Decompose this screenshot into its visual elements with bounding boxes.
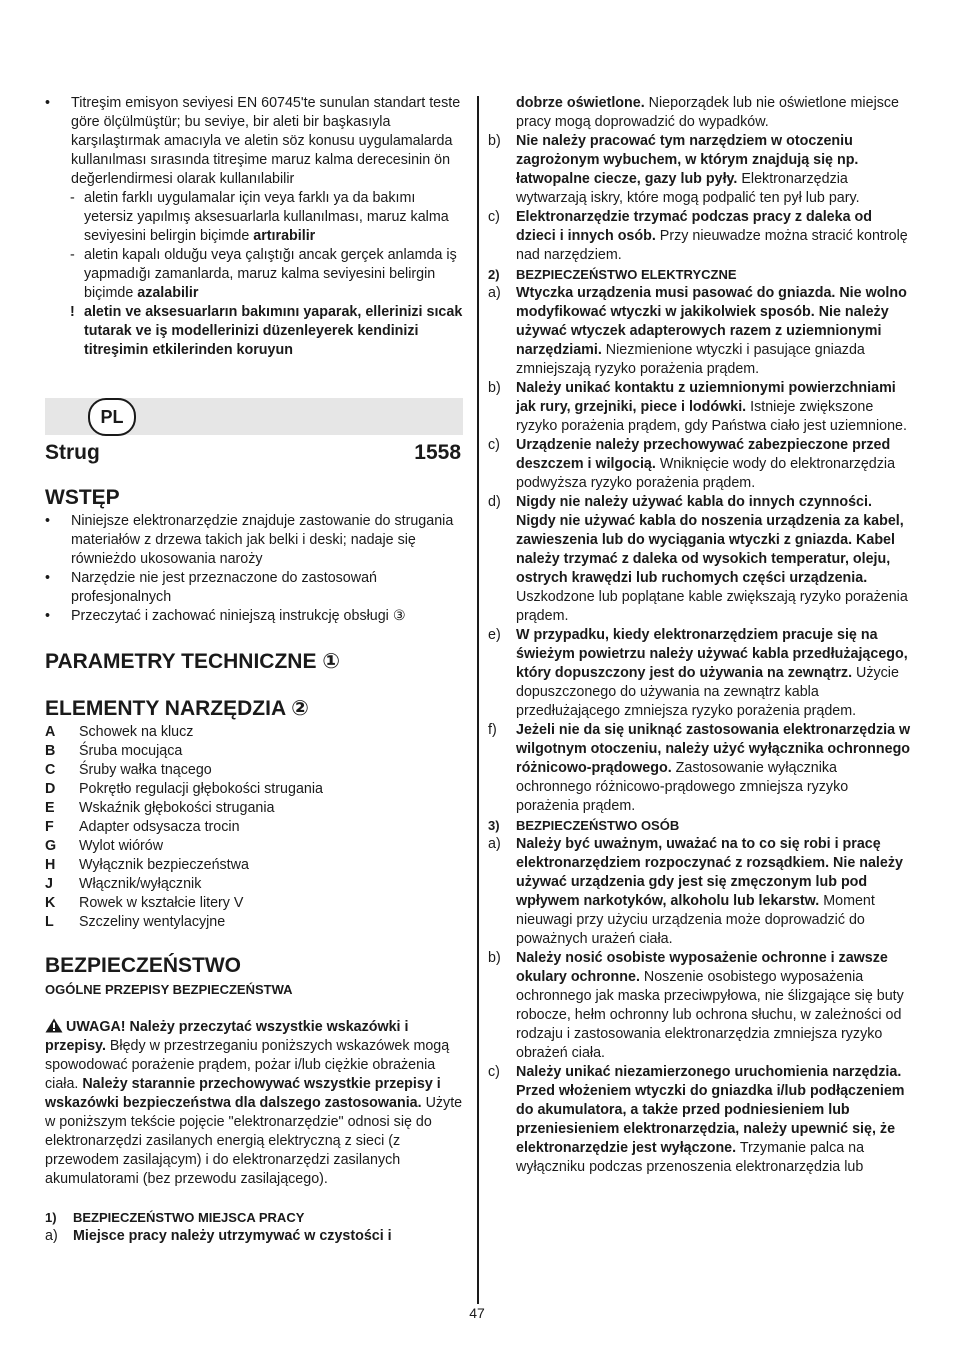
list-item: B Śruba mocująca: [45, 743, 183, 759]
list-item: dobrze oświetlone. Nieporządek lub nie oświetlone miejsce pracy mogą doprowadzić do wypadków.: [516, 95, 899, 130]
list-item: a) Wtyczka urządzenia musi pasować do gniazda. Nie wolno modyfikować wtyczki w jakikolwiek sposób. Nie należy używać wtyczek adapterowych razem z uziemnionymi narzędziami. Niezmienione wtyczki i pasujące gniazda zmniejszają ryzyko porażenia prądem.: [488, 285, 907, 377]
list-item: c) Elektronarzędzie trzymać podczas pracy z daleka od dzieci i innych osób. Przy nieuwadze można stracić kontrolę nad narzędziem.: [488, 209, 908, 263]
vibration-sub-2: - aletin kapalı olduğu veya çalıştığı ancak gerçek anlamda iş yapmadığı zamanlarda, maruz kalma seviyesini belirgin biçimde azalabilir: [70, 247, 457, 301]
page-number: 47: [469, 1305, 485, 1321]
list-item: e) W przypadku, kiedy elektronarzędziem pracuje się na świeżym powietrzu należy używać kabla przedłużającego, który dopuszczony jest do używania na zewnątrz. Użycie dopuszczonego do używania na zewnątrz kabla przedłużającego zmniejsza ryzyko porażenia prądem.: [488, 627, 908, 719]
list-item: K Rowek w kształcie litery V: [45, 895, 244, 911]
list-item: c) Należy unikać niezamierzonego uruchomienia narzędzia. Przed włożeniem wtyczki do gniazdka i/lub podłączeniem do akumulatora, a także przed podniesieniem lub przeniesieniem elektronarzędzia, należy upewnić się, że elektronarzędzie jest wyłączone. Trzymanie palca na wyłączniku podczas przenoszenia elektronarzędzia lub: [488, 1064, 905, 1175]
list-item: C Śruby wałka tnącego: [45, 762, 212, 778]
model-number: 1558: [414, 441, 461, 464]
list-item: b) Należy nosić osobiste wyposażenie ochronne i zawsze okulary ochronne. Noszenie osobistego wyposażenia ochronnego jak maska przeciwpyłowa, nie ślizgające się buty robocze, hełm ochronny lub ochrona słuchu, w zależności od rodzaju i zastosowania elektronarzędzia zmniejsza ryzyko obrażeń ciała.: [488, 950, 904, 1061]
section-3-heading: 3) BEZPIECZEŃSTWO OSÓB: [488, 818, 680, 833]
list-item: • Niniejsze elektronarzędzie znajduje zastowanie do strugania materiałów z drzewa takich jak belki i deski; nadaje się równieżdo ukosowania naroży: [45, 513, 454, 567]
parts-list: [45, 723, 463, 932]
left-column: [45, 94, 463, 1246]
list-item: b) Należy unikać kontaktu z uziemnionymi powierzchniami jak rury, grzejniki, piece i lodówki. Istnieje zwiększone ryzyko porażenia prądem, gdy Państwa ciało jest uziemnione.: [488, 380, 907, 434]
section-2-heading: 2) BEZPIECZEŃSTWO ELEKTRYCZNE: [488, 267, 737, 282]
list-item: • Przeczytać i zachować niniejszą instrukcję obsługi ③: [45, 608, 406, 624]
section-1-heading: 1) BEZPIECZEŃSTWO MIEJSCA PRACY: [45, 1210, 305, 1225]
vibration-sub-1: - aletin farklı uygulamalar için veya farklı ya da bakımı yetersiz yapılmış aksesuarlarla kullanılması, maruz kalma seviyesini belirgin biçimde artırabilir: [70, 190, 449, 244]
vibration-text: Titreşim emisyon seviyesi EN 60745'te sunulan standart teste göre ölçülmüştür; bu seviye, bir aleti bir başkasıyla karşılaştırmak amacıyla ve aletin söz konusu uygulamalarda kullanılması sırasında titreşime maruz kalma derecesinin ön değerlendirmesi olarak kullanılabilir: [71, 95, 461, 187]
product-title: [45, 443, 463, 471]
vibration-warning: ! aletin ve aksesuarların bakımını yaparak, ellerinizi sıcak tutarak ve iş modellerinizi düzenleyerek kendinizi titreşimin etkilerinden koruyun: [70, 304, 463, 358]
heading-tool-elements: ELEMENTY NARZĘDZIA ②: [45, 697, 309, 720]
heading-safety: BEZPIECZEŃSTWO: [45, 954, 242, 977]
general-rules-heading: OGÓLNE PRZEPISY BEZPIECZEŃSTWA: [45, 982, 293, 997]
list-item: G Wylot wiórów: [45, 838, 164, 854]
list-item: D Pokrętło regulacji głębokości strugania: [45, 781, 323, 797]
list-item: F Adapter odsysacza trocin: [45, 819, 240, 835]
language-badge: PL: [88, 398, 136, 436]
list-item: H Wyłącznik bezpieczeństwa: [45, 857, 249, 873]
language-bar: [45, 398, 463, 435]
list-item: E Wskaźnik głębokości strugania: [45, 800, 275, 816]
list-item: L Szczeliny wentylacyjne: [45, 914, 226, 930]
column-divider: [477, 96, 479, 1304]
list-item: f) Jeżeli nie da się uniknąć zastosowania elektronarzędzia w wilgotnym otoczeniu, należy użyć wyłącznika ochronnego różnicowo-prądowego. Zastosowanie wyłącznika ochronnego różnicowo-prądowego zmniejsza ryzyko porażenia prądem.: [488, 722, 911, 814]
right-column: [488, 94, 912, 1177]
list-item: A Schowek na klucz: [45, 724, 194, 740]
warning-paragraph: UWAGA! Należy przeczytać wszystkie wskazówki i przepisy. Błędy w przestrzeganiu poniższych wskazówek mogą spowodować porażenie prądem, pożar i/lub ciężkie obrażenia ciała. Należy starannie przechowywać wszystkie przepisy i wskazówki bezpieczeństwa dla dalszego zastosowania. Użyte w poniższym tekście pojęcie "elektronarzędzie" odnosi się do elektronarzędzi zasilanych energią elektryczną z sieci (z przewodem zasilającym) i do elektronarzędzi zasilanych akumulatorami (bez przewodu zasilającego).: [45, 1019, 463, 1187]
product-name: Strug: [45, 441, 100, 464]
heading-intro: WSTĘP: [45, 486, 120, 509]
list-item: • Narzędzie nie jest przeznaczone do zastosowań profesjonalnych: [45, 570, 377, 605]
list-item: a) Miejsce pracy należy utrzymywać w czystości i: [45, 1228, 392, 1244]
warning-triangle-icon: [45, 1018, 63, 1033]
heading-technical-params: PARAMETRY TECHNICZNE ①: [45, 650, 341, 673]
intro-list: [45, 512, 463, 626]
list-item: b) Nie należy pracować tym narzędziem w otoczeniu zagrożonym wybuchem, w którym znajdują się np. łatwopalne ciecze, gazy lub pyły. Elektronarzędzia wytwarzają iskry, które mogą podpalić ten pył lub pary.: [488, 133, 860, 206]
vibration-bullet: • Titreşim emisyon seviyesi EN 60745'te sunulan standart teste göre ölçülmüştür; bu seviye, bir aleti bir başkasıyla karşılaştırmak amacıyla ve aletin söz konusu uygulamalarda kullanılması sırasında titreşime maruz kalma derecesinin ön değerlendirmesi olarak kullanılabilir: [45, 95, 461, 187]
list-item: d) Nigdy nie należy używać kabla do innych czynności. Nigdy nie używać kabla do noszenia urządzenia za kabel, zawieszenia lub do wyciągania wtyczki z gniazda. Kabel należy trzymać z daleka od wysokich temperatur, oleju, ostrych krawędzi lub ruchomych części urządzenia. Uszkodzone lub poplątane kable zwiększają ryzyko porażenia prądem.: [488, 494, 908, 624]
list-item: J Włącznik/wyłącznik: [45, 876, 202, 892]
list-item: c) Urządzenie należy przechowywać zabezpieczone przed deszczem i wilgocią. Wniknięcie wody do elektronarzędzia podwyższa ryzyko porażenia prądem.: [488, 437, 896, 491]
list-item: a) Należy być uważnym, uważać na to co się robi i pracę elektronarzędziem rozpoczynać z rozsądkiem. Nie należy używać urządzenia gdy jest się zmęczonym lub pod wpływem narkotyków, alkoholu lub lekarstw. Moment nieuwagi przy użyciu urządzenia może doprowadzić do poważnych urażeń ciała.: [488, 836, 903, 947]
